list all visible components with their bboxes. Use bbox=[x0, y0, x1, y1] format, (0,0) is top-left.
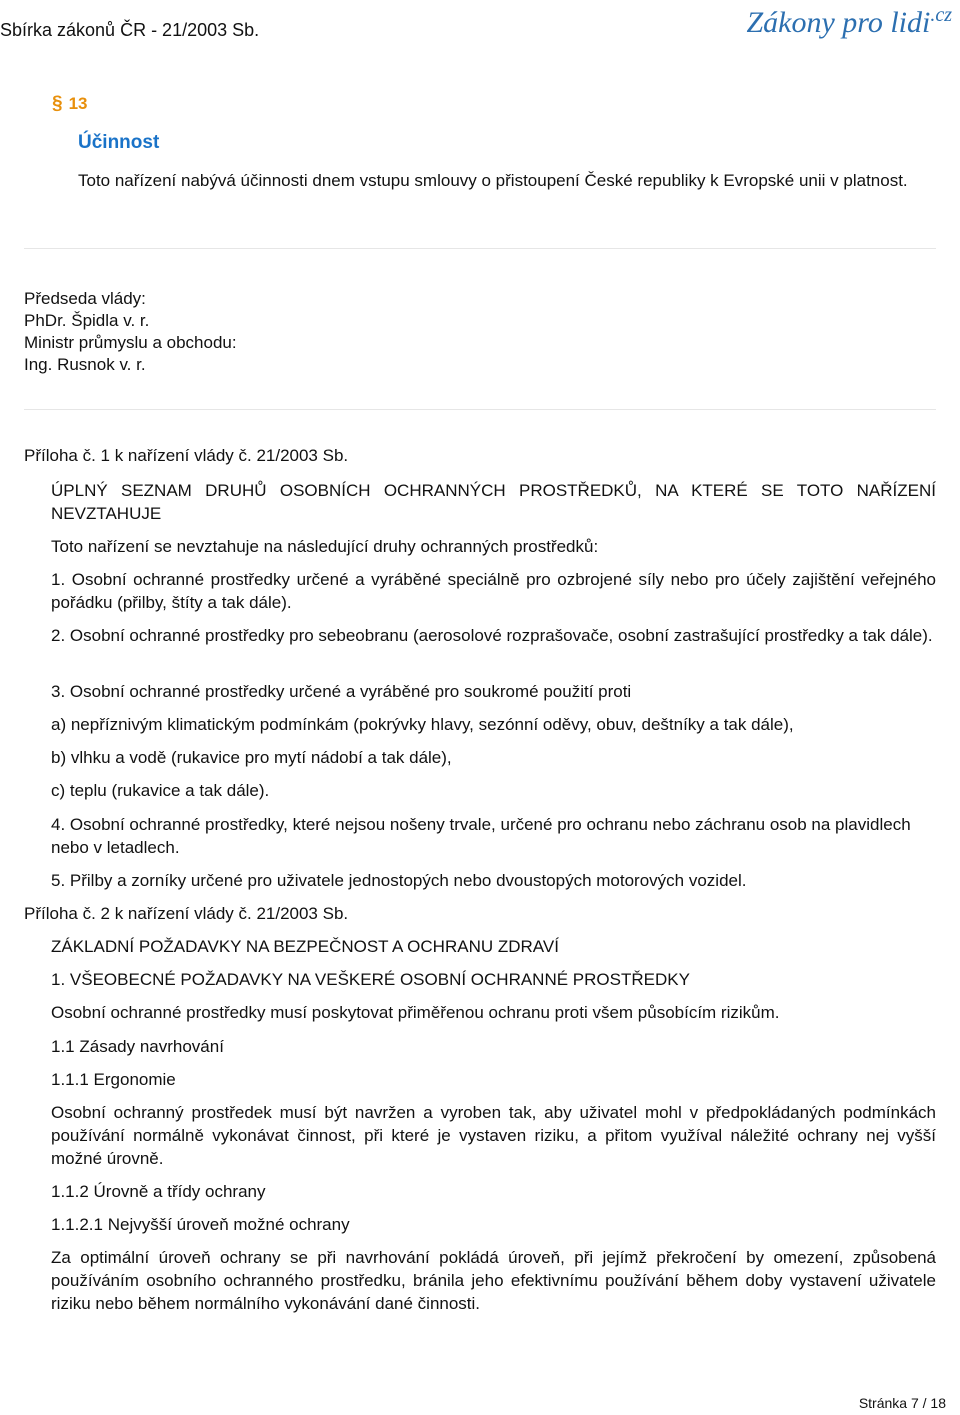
list-subitem: a) nepříznivým klimatickým podmínkám (pokrývky hlavy, sezónní oděvy, obuv, deštníky a tak dále), bbox=[51, 715, 794, 734]
list-item: 3. Osobní ochranné prostředky určené a vyráběné pro soukromé použití proti bbox=[51, 682, 632, 701]
list-item: 4. Osobní ochranné prostředky, které nejsou nošeny trvale, určené pro ochranu nebo záchranu osob na plavidlech nebo v letadlech. bbox=[51, 815, 911, 857]
subsection-heading: 1.1.2 Úrovně a třídy ochrany bbox=[51, 1182, 266, 1201]
paragraph: Osobní ochranné prostředky musí poskytovat přiměřenou ochranu proti všem působícím rizikům. bbox=[51, 1003, 780, 1022]
paragraph-icon: § bbox=[52, 93, 63, 114]
list-item: 2. Osobní ochranné prostředky pro sebeobranu (aerosolové rozprašovače, osobní zastrašující prostředky a tak dále). bbox=[51, 626, 933, 645]
subsection-heading: 1. VŠEOBECNÉ POŽADAVKY NA VEŠKERÉ OSOBNÍ OCHRANNÉ PROSTŘEDKY bbox=[51, 970, 690, 989]
logo-suffix: .cz bbox=[930, 4, 952, 26]
list-item: 5. Přilby a zorníky určené pro uživatele jednostopých nebo dvoustopých motorových vozidel. bbox=[51, 871, 747, 890]
site-logo[interactable] bbox=[746, 4, 952, 39]
logo-text: Zákony pro lidi bbox=[746, 6, 931, 39]
signature-line: PhDr. Špidla v. r. bbox=[24, 311, 150, 330]
subsection-heading: 1.1 Zásady navrhování bbox=[51, 1037, 224, 1056]
page-number: Stránka 7 / 18 bbox=[858, 1395, 946, 1411]
signature-line: Ing. Rusnok v. r. bbox=[24, 355, 146, 374]
paragraph: Osobní ochranný prostředek musí být navržen a vyroben tak, aby uživatel mohl v předpokládaných podmínkách používání normálně vykonávat činnost, při které je vystaven riziku, a přitom využíval náležité ochrany nej vyšší možné úrovně. bbox=[51, 1103, 936, 1168]
section-number: 13 bbox=[68, 94, 88, 113]
section-text: Toto nařízení nabývá účinnosti dnem vstupu smlouvy o přistoupení České republiky k Evropské unii v platnost. bbox=[78, 171, 908, 190]
divider bbox=[24, 248, 936, 249]
signature-line: Ministr průmyslu a obchodu: bbox=[24, 333, 237, 352]
list-subitem: c) teplu (rukavice a tak dále). bbox=[51, 781, 270, 800]
list-subitem: b) vlhku a vodě (rukavice pro mytí nádobí a tak dále), bbox=[51, 748, 452, 767]
list-item: 1. Osobní ochranné prostředky určené a vyráběné speciálně pro ozbrojené síly nebo pro účely zajištění veřejného pořádku (přilby, štíty a tak dále). bbox=[51, 570, 936, 612]
annex-title: Příloha č. 1 k nařízení vlády č. 21/2003 Sb. bbox=[24, 446, 349, 465]
paragraph: Za optimální úroveň ochrany se při navrhování pokládá úroveň, při jejímž překročení by omezení, způsobená používáním osobního ochranného prostředku, bránila jeho efektivnímu používání během doby vystavení uživatele riziku nebo během normálního vykonávání dané činnosti. bbox=[51, 1248, 936, 1313]
section-marker bbox=[52, 92, 88, 115]
annex-intro: Toto nařízení se nevztahuje na následující druhy ochranných prostředků: bbox=[51, 537, 599, 556]
subsection-heading: 1.1.1 Ergonomie bbox=[51, 1070, 176, 1089]
annex-heading: ÚPLNÝ SEZNAM DRUHŮ OSOBNÍCH OCHRANNÝCH PROSTŘEDKŮ, NA KTERÉ SE TOTO NAŘÍZENÍ NEVZTAHUJE bbox=[51, 481, 936, 523]
divider bbox=[24, 409, 936, 410]
annex-title: Příloha č. 2 k nařízení vlády č. 21/2003 Sb. bbox=[24, 904, 349, 923]
document-title: Sbírka zákonů ČR - 21/2003 Sb. bbox=[0, 20, 260, 40]
subsection-heading: 1.1.2.1 Nejvyšší úroveň možné ochrany bbox=[51, 1215, 350, 1234]
annex-heading: ZÁKLADNÍ POŽADAVKY NA BEZPEČNOST A OCHRANU ZDRAVÍ bbox=[51, 937, 559, 956]
signature-line: Předseda vlády: bbox=[24, 289, 146, 308]
section-heading: Účinnost bbox=[78, 132, 160, 153]
